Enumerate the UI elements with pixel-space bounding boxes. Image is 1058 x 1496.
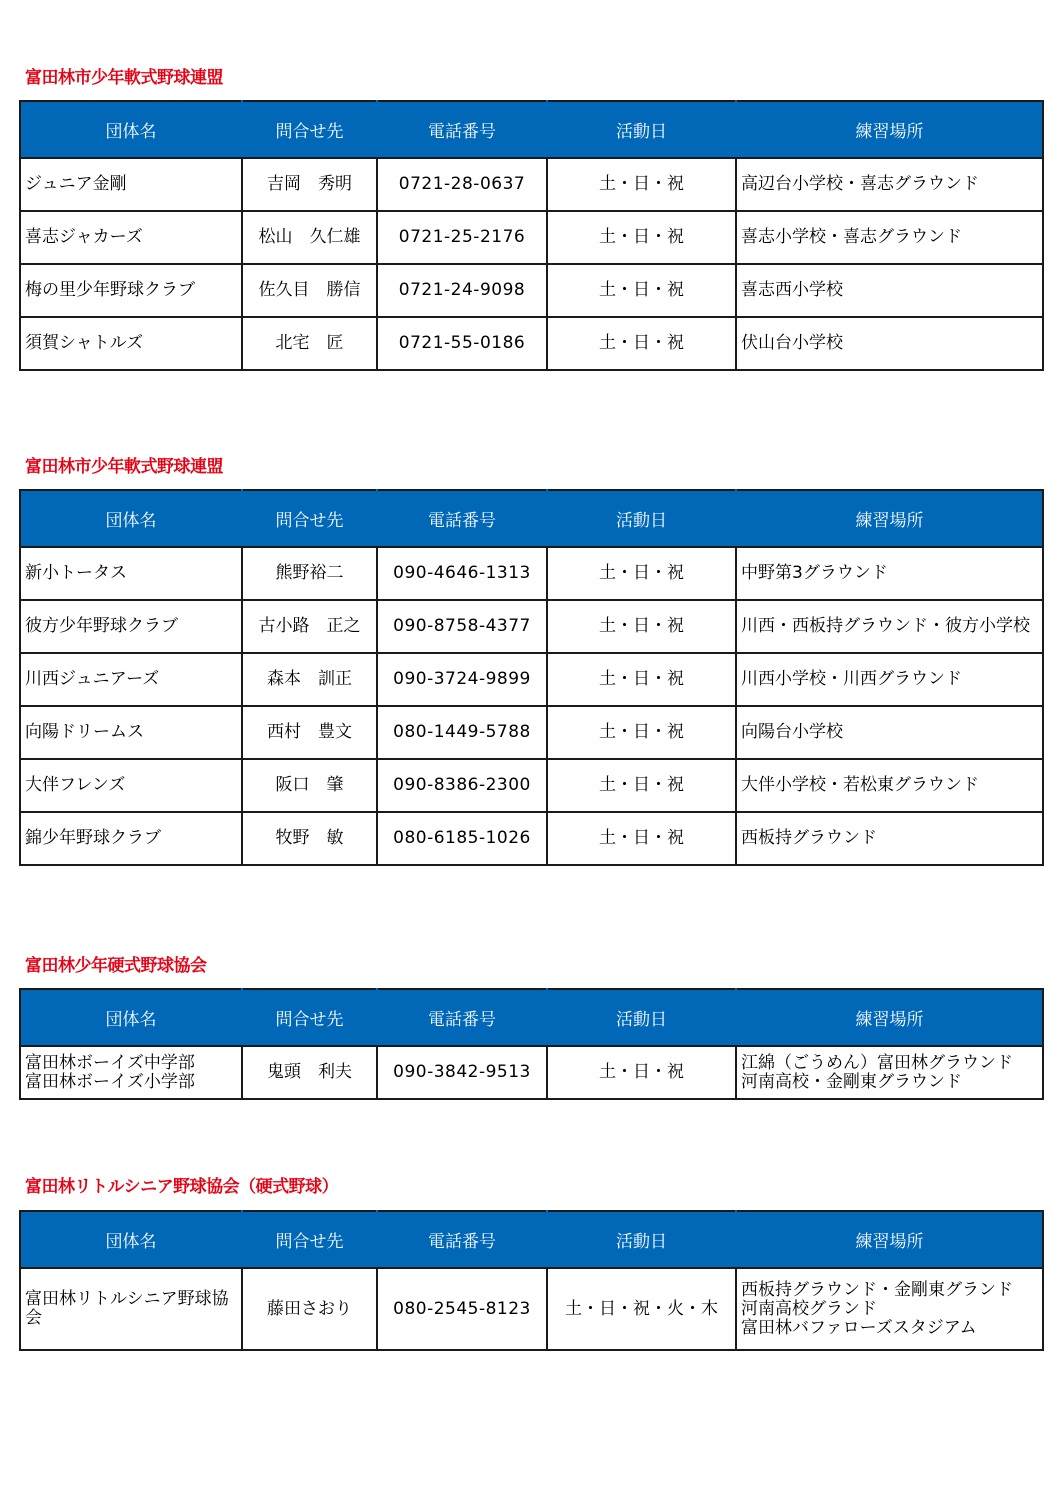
phone-number: 0721-24-9098 <box>377 264 547 317</box>
practice-place-line: 西板持グラウンド・金剛東グランド <box>741 1279 1013 1300</box>
practice-place <box>736 1046 1043 1099</box>
activity-days: 土・日・祝 <box>547 158 736 211</box>
contact-person: 古小路 正之 <box>242 600 377 653</box>
contact-person: 鬼頭 利夫 <box>242 1046 377 1099</box>
practice-place: 喜志小学校・喜志グラウンド <box>736 211 1043 264</box>
team-name: 川西ジュニアーズ <box>20 653 242 706</box>
practice-place: 川西小学校・川西グラウンド <box>736 653 1043 706</box>
table-row <box>20 706 1043 759</box>
contact-person: 吉岡 秀明 <box>242 158 377 211</box>
header-contact: 問合せ先 <box>242 1211 377 1268</box>
header-days: 活動日 <box>547 490 736 547</box>
table-header-row <box>20 1211 1043 1268</box>
contact-person: 熊野裕二 <box>242 547 377 600</box>
team-name: 彼方少年野球クラブ <box>20 600 242 653</box>
phone-number: 0721-28-0637 <box>377 158 547 211</box>
practice-place: 西板持グラウンド <box>736 812 1043 865</box>
team-name-line: 富田林ボーイズ小学部 <box>25 1071 195 1092</box>
activity-days: 土・日・祝 <box>547 1046 736 1099</box>
table-row <box>20 317 1043 370</box>
phone-number: 080-6185-1026 <box>377 812 547 865</box>
table-row <box>20 812 1043 865</box>
team-table <box>19 1210 1044 1351</box>
phone-number: 080-2545-8123 <box>377 1268 547 1350</box>
table-row <box>20 211 1043 264</box>
contact-person: 牧野 敏 <box>242 812 377 865</box>
contact-person: 佐久目 勝信 <box>242 264 377 317</box>
team-name: 向陽ドリームス <box>20 706 242 759</box>
team-name: 新小トータス <box>20 547 242 600</box>
header-contact: 問合せ先 <box>242 989 377 1046</box>
team-table <box>19 489 1044 866</box>
table-header-row <box>20 490 1043 547</box>
team-name <box>20 1268 242 1350</box>
table-row <box>20 547 1043 600</box>
section-title: 富田林市少年軟式野球連盟 <box>25 68 223 88</box>
phone-number: 090-4646-1313 <box>377 547 547 600</box>
activity-days: 土・日・祝 <box>547 211 736 264</box>
activity-days: 土・日・祝 <box>547 653 736 706</box>
team-name-line: 富田林ボーイズ中学部 <box>25 1052 195 1073</box>
header-place: 練習場所 <box>736 989 1043 1046</box>
activity-days: 土・日・祝 <box>547 264 736 317</box>
activity-days: 土・日・祝 <box>547 759 736 812</box>
team-name: ジュニア金剛 <box>20 158 242 211</box>
activity-days: 土・日・祝 <box>547 600 736 653</box>
activity-days: 土・日・祝 <box>547 547 736 600</box>
activity-days: 土・日・祝 <box>547 812 736 865</box>
team-name: 錦少年野球クラブ <box>20 812 242 865</box>
header-team: 団体名 <box>20 101 242 158</box>
phone-number: 0721-25-2176 <box>377 211 547 264</box>
phone-number: 090-3842-9513 <box>377 1046 547 1099</box>
team-table <box>19 100 1044 371</box>
activity-days: 土・日・祝・火・木 <box>547 1268 736 1350</box>
phone-number: 090-8758-4377 <box>377 600 547 653</box>
contact-person: 森本 訓正 <box>242 653 377 706</box>
phone-number: 090-8386-2300 <box>377 759 547 812</box>
table-row <box>20 759 1043 812</box>
contact-person: 阪口 肇 <box>242 759 377 812</box>
header-days: 活動日 <box>547 989 736 1046</box>
header-days: 活動日 <box>547 1211 736 1268</box>
contact-person: 松山 久仁雄 <box>242 211 377 264</box>
practice-place <box>736 1268 1043 1350</box>
header-phone: 電話番号 <box>377 989 547 1046</box>
team-name <box>20 1046 242 1099</box>
header-days: 活動日 <box>547 101 736 158</box>
section-title: 富田林少年硬式野球協会 <box>25 956 207 976</box>
practice-place: 喜志西小学校 <box>736 264 1043 317</box>
section-title: 富田林リトルシニア野球協会（硬式野球） <box>25 1177 339 1197</box>
header-phone: 電話番号 <box>377 1211 547 1268</box>
team-name-line: 会 <box>25 1308 42 1328</box>
phone-number: 090-3724-9899 <box>377 653 547 706</box>
activity-days: 土・日・祝 <box>547 706 736 759</box>
table-header-row <box>20 989 1043 1046</box>
contact-person: 西村 豊文 <box>242 706 377 759</box>
table-row <box>20 600 1043 653</box>
practice-place: 向陽台小学校 <box>736 706 1043 759</box>
practice-place: 伏山台小学校 <box>736 317 1043 370</box>
phone-number: 080-1449-5788 <box>377 706 547 759</box>
header-contact: 問合せ先 <box>242 101 377 158</box>
header-team: 団体名 <box>20 989 242 1046</box>
activity-days: 土・日・祝 <box>547 317 736 370</box>
practice-place: 中野第3グラウンド <box>736 547 1043 600</box>
team-name: 須賀シャトルズ <box>20 317 242 370</box>
table-row <box>20 1046 1043 1099</box>
practice-place: 大伴小学校・若松東グラウンド <box>736 759 1043 812</box>
header-place: 練習場所 <box>736 1211 1043 1268</box>
table-row <box>20 1268 1043 1350</box>
practice-place-line: 富田林バファローズスタジアム <box>741 1317 977 1338</box>
table-row <box>20 158 1043 211</box>
header-contact: 問合せ先 <box>242 490 377 547</box>
table-header-row <box>20 101 1043 158</box>
team-name-line: 富田林リトルシニア野球協 <box>25 1289 229 1309</box>
section-title: 富田林市少年軟式野球連盟 <box>25 457 223 477</box>
team-name: 梅の里少年野球クラブ <box>20 264 242 317</box>
header-team: 団体名 <box>20 490 242 547</box>
header-place: 練習場所 <box>736 490 1043 547</box>
contact-person: 藤田さおり <box>242 1268 377 1350</box>
header-phone: 電話番号 <box>377 101 547 158</box>
practice-place-line: 河南高校グランド <box>741 1298 877 1319</box>
phone-number: 0721-55-0186 <box>377 317 547 370</box>
header-phone: 電話番号 <box>377 490 547 547</box>
header-team: 団体名 <box>20 1211 242 1268</box>
header-place: 練習場所 <box>736 101 1043 158</box>
team-name: 喜志ジャカーズ <box>20 211 242 264</box>
contact-person: 北宅 匠 <box>242 317 377 370</box>
practice-place-line: 河南高校・金剛東グラウンド <box>741 1071 962 1092</box>
practice-place: 高辺台小学校・喜志グラウンド <box>736 158 1043 211</box>
practice-place-line: 江綿（ごうめん）富田林グラウンド <box>741 1052 1013 1073</box>
table-row <box>20 653 1043 706</box>
team-table <box>19 988 1044 1100</box>
team-name: 大伴フレンズ <box>20 759 242 812</box>
practice-place: 川西・西板持グラウンド・彼方小学校 <box>736 600 1043 653</box>
table-row <box>20 264 1043 317</box>
